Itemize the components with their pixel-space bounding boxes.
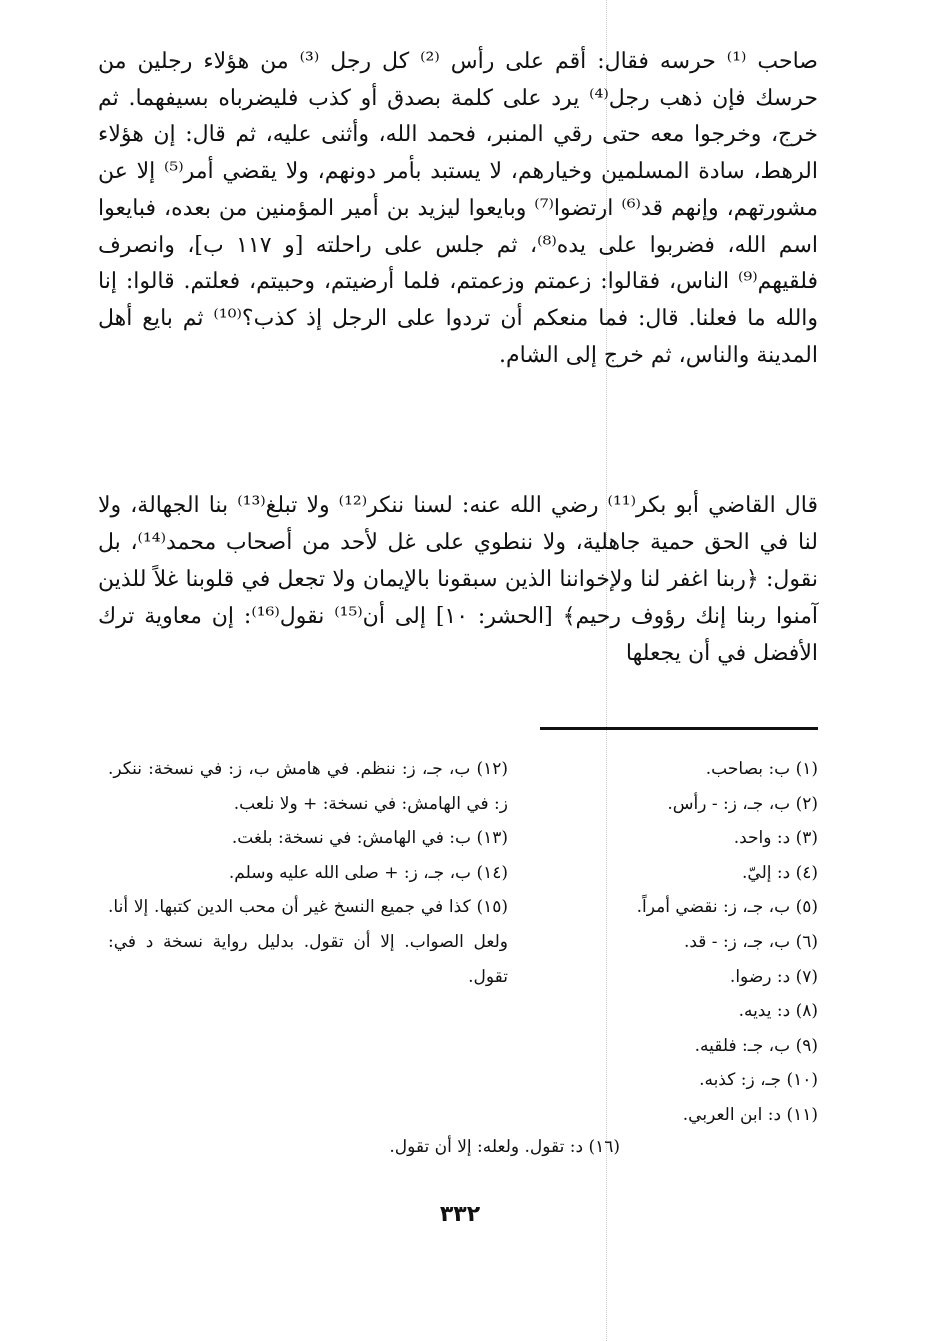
footnote: (٢) ب، جـ، ز: - رأس. <box>667 793 818 814</box>
footnote: (٣) د: واحد. <box>733 828 818 849</box>
footnote: (٥) ب، جـ، ز: نقضي أمراً. <box>636 897 818 918</box>
footnote: (٩) ب، جـ: فلقيه. <box>694 1035 818 1056</box>
footnote: (٦) ب، جـ، ز: - قد. <box>683 931 818 952</box>
footnote: (١٥) كذا في جميع النسخ غير أن محب الدين كتبها. إلا أنا. ولعل الصواب. إلا أن تقول. بدليل رواية نسخة د في: تقول. <box>108 897 508 987</box>
footnote: (١) ب: بصاحب. <box>705 759 818 779</box>
page-number: ٣٣٢ <box>439 1202 481 1227</box>
footnote-separator <box>540 727 818 730</box>
paragraph-text: قال القاضي أبو بكر⁽¹¹⁾ رضي الله عنه: لسنا ننكر⁽¹²⁾ ولا تبلغ⁽¹³⁾ بنا الجهالة، ولا لنا في الحق حمية جاهلية، ولا ننطوي على غل لأحد من أصحاب محمد⁽¹⁴⁾، بل نقول: ﴿ربنا اغفر لنا ولإخواننا الذين سبقونا بالإيمان ولا تجعل في قلوبنا غلاً للذين آمنوا ربنا إنك رؤوف رحيم﴾ [الحشر: ١٠] إلى أن⁽¹⁵⁾ نقول⁽¹⁶⁾: إن معاوية ترك الأفضل في أن يجعلها <box>98 493 819 666</box>
footnote: (١٤) ب، جـ، ز: + صلى الله عليه وسلم. <box>228 862 508 883</box>
footnote: (٨) د: يديه. <box>738 1001 818 1022</box>
paragraph-text: صاحب ⁽¹⁾ حرسه فقال: أقم على رأس ⁽²⁾ كل رجل ⁽³⁾ من هؤلاء رجلين من حرسك فإن ذهب رجل⁽⁴⁾ يرد على كلمة بصدق أو كذب فليضرباه بسيفهما. ثم خرج، وخرجوا معه حتى رقي المنبر، فحمد الله، وأثنى عليه، ثم قال: إن هؤلاء الرهط، سادة المسلمين وخيارهم، لا يستبد بأمر دونهم، ولا يقضي أمر⁽⁵⁾ إلا عن مشورتهم، وإنهم قد⁽⁶⁾ ارتضوا⁽⁷⁾ وبايعوا ليزيد بن أمير المؤمنين من بعده، فبايعوا اسم الله، فضربوا على يده⁽⁸⁾، ثم جلس على راحلته [و ١١٧ ب]، وانصرف فلقيهم⁽⁹⁾ الناس، فقالوا: زعمتم وزعمتم، فلما أرضيتم، وحبيتم، فعلتم. قالوا: إنا والله ما فعلنا. قال: فما منعكم أن تردوا على الرجل إذ كذب؟⁽¹⁰⁾ ثم بايع أهل المدينة والناس، ثم خرج إلى الشام. <box>98 49 819 368</box>
main-paragraph-1 <box>98 44 818 374</box>
footnote: (١٣) ب: في الهامش: في نسخة: بلغت. <box>231 828 508 849</box>
footnote: (١١) د: ابن العربي. <box>682 1104 818 1125</box>
footnote: (١٦) د: تقول. ولعله: إلا أن تقول. <box>389 1137 620 1157</box>
footnote: (١٠) جـ، ز: كذبه. <box>699 1070 818 1091</box>
footnote: (٤) د: إليّ. <box>742 862 818 883</box>
footnotes-left-column <box>108 752 508 994</box>
footnotes-right-column <box>548 752 818 1133</box>
footnote: (٧) د: رضوا. <box>729 966 818 987</box>
main-paragraph-2 <box>98 487 818 672</box>
footnote: (١٢) ب، جـ، ز: ننظم. في هامش ب، ز: في نسخة: ننكر. ز: في الهامش: في نسخة: + ولا نلعب. <box>108 759 508 814</box>
